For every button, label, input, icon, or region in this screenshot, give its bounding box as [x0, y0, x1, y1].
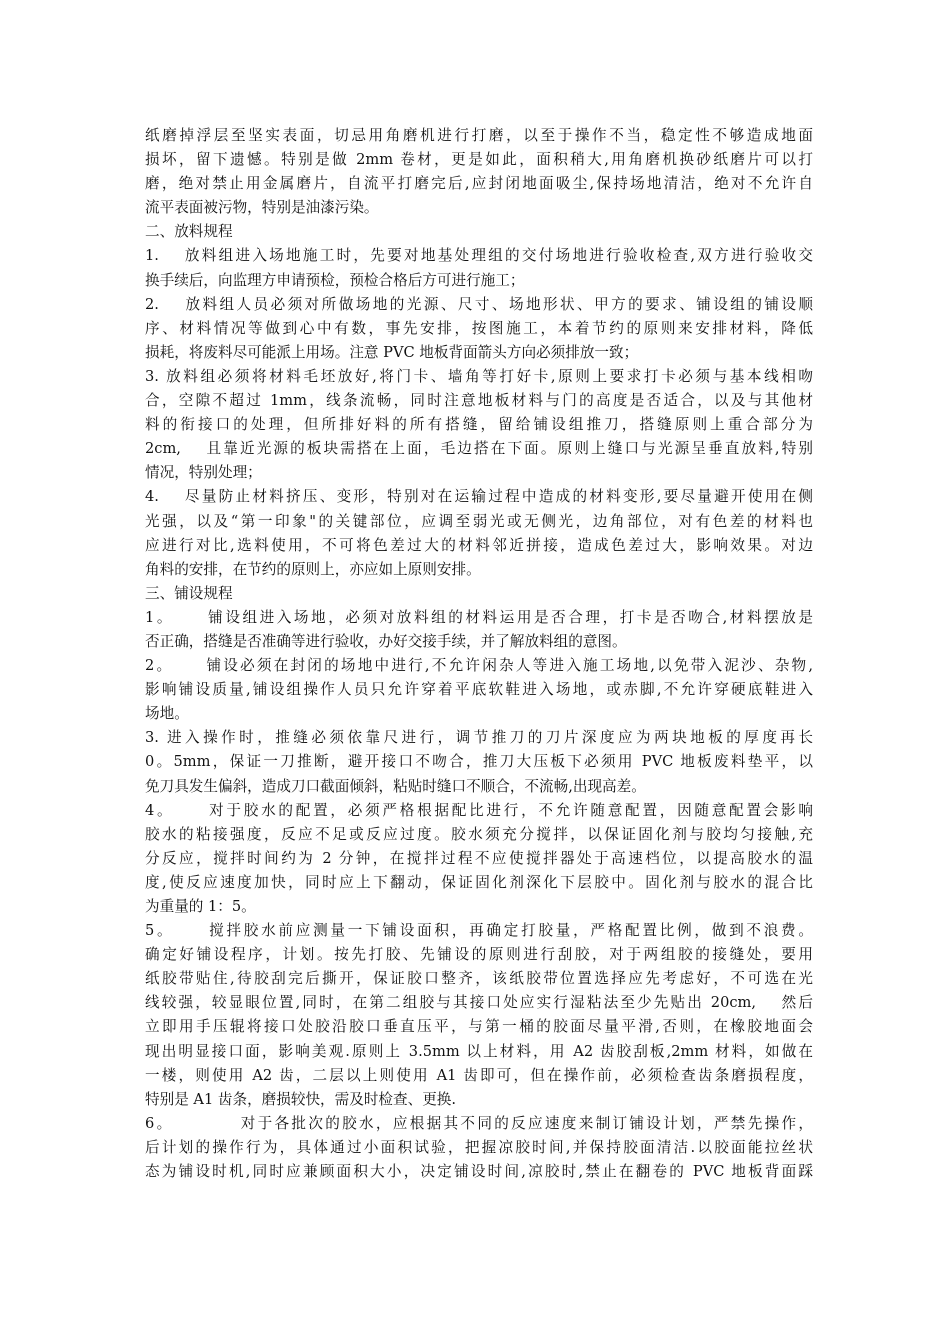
text-line: 一楼，则使用 A2 齿，二层以上则使用 A1 齿即可，但在操作前，必须检查齿条磨损程度，: [145, 1066, 813, 1084]
text-line: 料的衔接口的处理，但所排好料的所有搭缝，留给铺设组推刀，搭缝原则上重合部分为: [145, 416, 813, 434]
text-line: 现出明显接口面，影响美观.原则上 3.5mm 以上材料，用 A2 齿胶刮板,2mm 材料，如做在: [145, 1042, 813, 1060]
text-line: 5。 搅拌胶水前应测量一下铺设面积，再确定打胶量，严格配置比例，做到不浪费。: [145, 922, 813, 940]
text-line: 2cm, 且靠近光源的板块需搭在上面，毛边搭在下面。原则上缝口与光源呈垂直放料,特别: [145, 440, 813, 458]
text-line: 二、放料规程: [145, 223, 233, 241]
text-line: 1. 放料组进入场地施工时，先要对地基处理组的交付场地进行验收检查,双方进行验收交: [145, 247, 813, 265]
text-line: 3. 进入操作时，推缝必须依靠尺进行，调节推刀的刀片深度应为两块地板的厚度再长: [145, 729, 813, 747]
text-line: 情况，特别处理；: [145, 464, 262, 482]
text-line: 损坏，留下遗憾。特别是做 2mm 卷材，更是如此，面积稍大,用角磨机换砂纸磨片可以打: [145, 151, 813, 169]
text-line: 1。 铺设组进入场地，必须对放料组的材料运用是否合理，打卡是否吻合,材料摆放是: [145, 608, 813, 626]
text-line: 3. 放料组必须将材料毛坯放好,将门卡、墙角等打好卡,原则上要求打卡必须与基本线相吻: [145, 367, 813, 385]
text-line: 三、铺设规程: [145, 584, 233, 602]
text-line: 胶水的粘接强度，反应不足或反应过度。胶水须充分搅拌，以保证固化剂与胶均匀接触,充: [145, 825, 813, 843]
text-line: 2。 铺设必须在封闭的场地中进行,不允许闲杂人等进入施工场地,以免带入泥沙、杂物,: [145, 657, 813, 675]
text-line: 场地。: [145, 705, 189, 723]
text-line: 换手续后，向监理方申请预检，预检合格后方可进行施工；: [145, 271, 525, 289]
text-line: 应进行对比,选料使用，不可将色差过大的材料邻近拼接，造成色差过大，影响效果。对边: [145, 536, 813, 554]
text-line: 为重量的 1：5。: [145, 898, 256, 915]
text-line: 特别是 A1 齿条，磨损较快，需及时检查、更换.: [145, 1090, 457, 1108]
text-line: 线较强，较显眼位置,同时，在第二组胶与其接口处应实行湿粘法至少先贴出 20cm, 然后: [145, 994, 813, 1012]
document-body: [145, 124, 813, 1184]
text-line: 损耗，将废料尽可能派上用场。注意 PVC 地板背面箭头方向必须排放一致；: [145, 343, 639, 361]
text-line: 6。 对于各批次的胶水，应根据其不同的反应速度来制订铺设计划，严禁先操作，: [145, 1114, 813, 1132]
text-line: 光强，以及“第一印象"的关键部位，应调至弱光或无侧光，边角部位，对有色差的材料也: [145, 512, 813, 530]
text-line: 4。 对于胶水的配置，必须严格根据配比进行，不允许随意配置，因随意配置会影响: [145, 801, 813, 819]
text-line: 度,使反应速度加快，同时应上下翻动，保证固化剂深化下层胶中。固化剂与胶水的混合比: [145, 873, 813, 891]
text-line: 2. 放料组人员必须对所做场地的光源、尺寸、场地形状、甲方的要求、铺设组的铺设顺: [145, 295, 813, 313]
text-line: 角料的安排，在节约的原则上，亦应如上原则安排。: [145, 560, 481, 578]
text-line: 磨，绝对禁止用金属磨片，自流平打磨完后,应封闭地面吸尘,保持场地清洁，绝对不允许自: [145, 175, 813, 193]
text-line: 否正确，搭缝是否准确等进行验收，办好交接手续，并了解放料组的意图。: [145, 632, 627, 650]
text-line: 流平表面被污物，特别是油漆污染。: [145, 199, 379, 217]
text-line: 态为铺设时机,同时应兼顾面积大小，决定铺设时间,凉胶时,禁止在翻卷的 PVC 地板背面踩: [145, 1163, 813, 1181]
text-line: 纸胶带贴住,待胶刮完后撕开，保证胶口整齐，该纸胶带位置选择应先考虑好，不可选在光: [145, 970, 813, 988]
text-line: 确定好铺设程序，计划。按先打胶、先铺设的原则进行刮胶，对于两组胶的接缝处，要用: [145, 946, 813, 964]
text-line: 免刀具发生偏斜，造成刀口截面倾斜，粘贴时缝口不顺合，不流畅,出现高差。: [145, 777, 646, 795]
text-line: 0。5mm，保证一刀推断，避开接口不吻合，推刀大压板下必须用 PVC 地板废料垫平，以: [145, 753, 813, 771]
text-line: 后计划的操作行为，具体通过小面积试验，把握凉胶时间,并保持胶面清洁.以胶面能拉丝状: [145, 1138, 813, 1156]
text-line: 纸磨掉浮层至坚实表面，切忌用角磨机进行打磨，以至于操作不当，稳定性不够造成地面: [145, 127, 813, 144]
text-line: 影响铺设质量,铺设组操作人员只允许穿着平底软鞋进入场地，或赤脚,不允许穿硬底鞋进入: [145, 681, 813, 699]
text-line: 立即用手压辊将接口处胶沿胶口垂直压平，与第一桶的胶面尽量平滑,否则，在橡胶地面会: [145, 1018, 813, 1036]
text-line: 分反应，搅拌时间约为 2 分钟，在搅拌过程不应使搅拌器处于高速档位，以提高胶水的温: [145, 849, 813, 867]
text-line: 序、材料情况等做到心中有数，事先安排，按图施工，本着节约的原则来安排材料，降低: [145, 319, 813, 337]
text-line: 4. 尽量防止材料挤压、变形，特别对在运输过程中造成的材料变形,要尽量避开使用在侧: [145, 488, 813, 506]
text-line: 合，空隙不超过 1mm，线条流畅，同时注意地板材料与门的高度是否适合，以及与其他材: [145, 392, 813, 410]
